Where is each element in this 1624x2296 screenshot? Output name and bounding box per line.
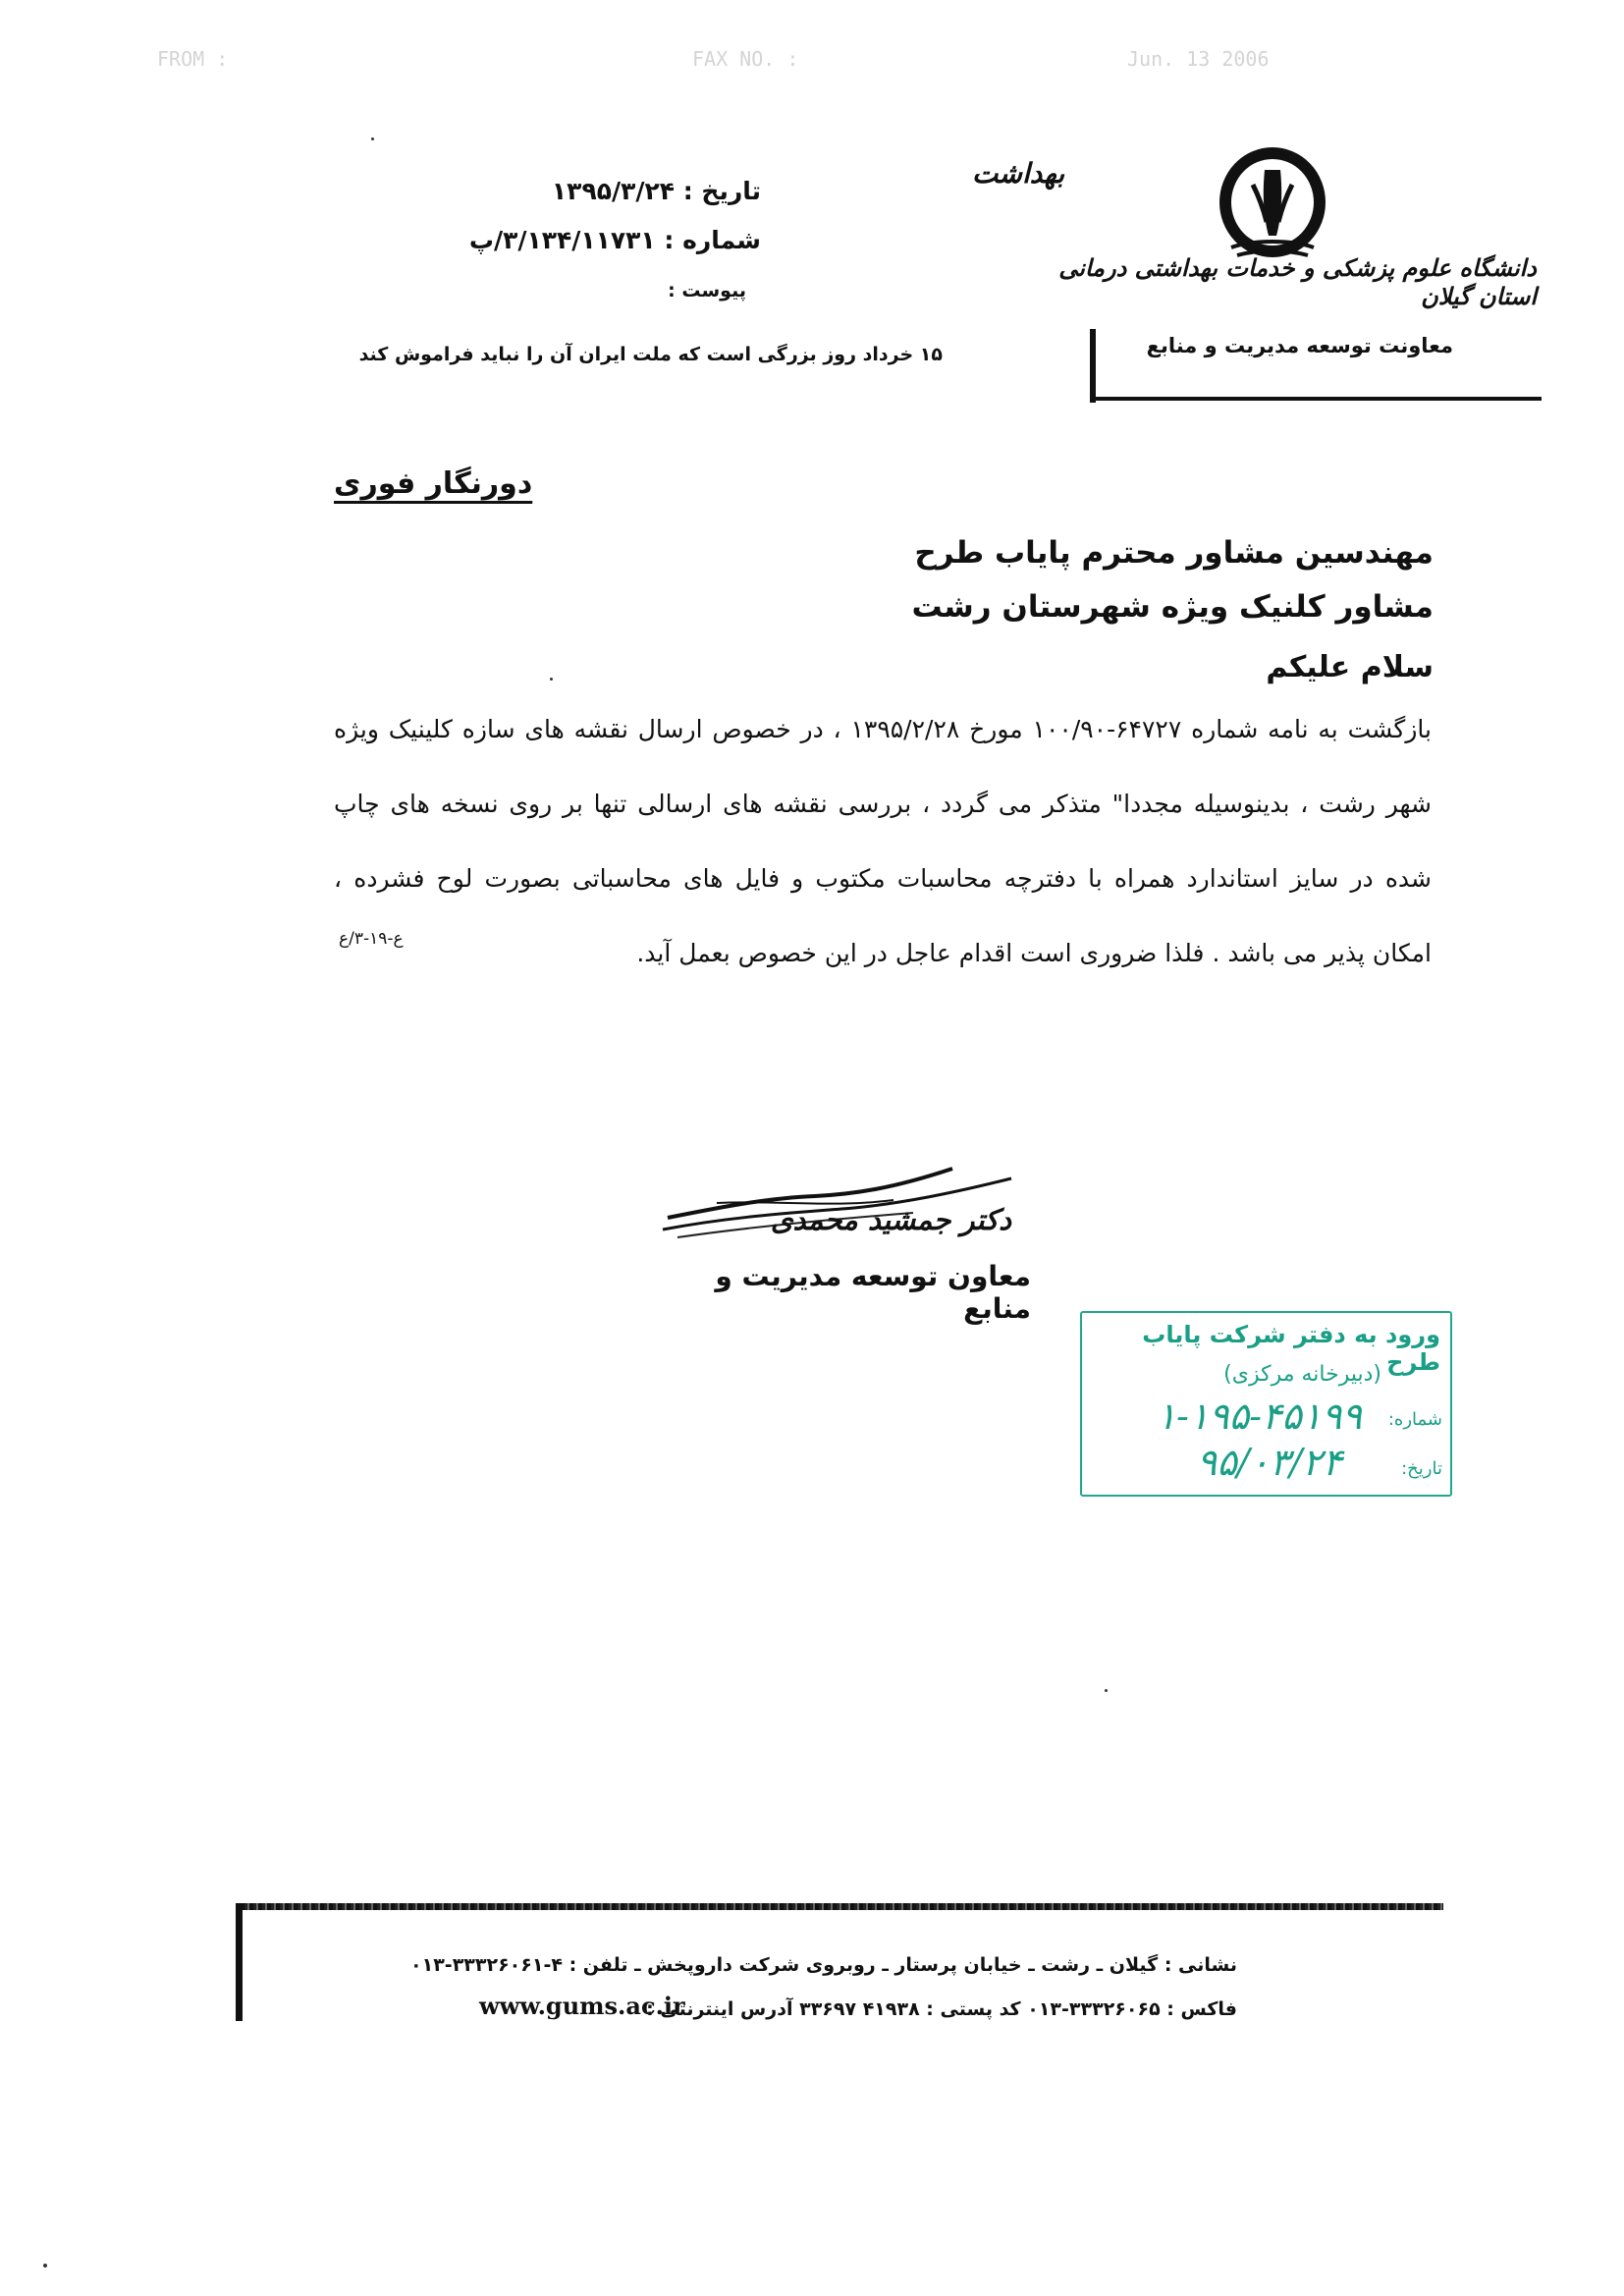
recipient-line-2: مشاور کلنیک ویژه شهرستان رشت [911,589,1434,625]
date-label: تاریخ : [682,177,761,205]
scan-speck [43,2264,47,2268]
slogan: ۱۵ خرداد روز بزرگی است که ملت ایران آن را نباید فراموش کند [358,344,943,365]
brand-word: بهداشت [972,157,1065,190]
university-name: دانشگاه علوم پزشکی و خدمات بهداشتی درمانی استان گیلان [1058,253,1537,310]
date-row [447,177,761,205]
attachment-label: پیوست : [668,280,746,301]
stamp-subtitle: (دبیرخانه مرکزی) [1223,1362,1381,1387]
scan-speck [1105,1689,1108,1692]
fax-number-label: FAX NO. : [692,47,799,71]
number-row [447,226,761,254]
received-stamp [1080,1311,1452,1497]
letterhead-frame-vertical [1090,329,1096,403]
number-label: شماره : [664,226,761,254]
reference-note: ع-۱۹-۳/ع [339,929,404,949]
fax-header [0,47,1624,77]
department-name: معاونت توسعه مدیریت و منابع [1146,334,1453,357]
footer-address: نشانی : گیلان ـ رشت ـ خیابان پرستار ـ روبروی شرکت داروپخش ـ تلفن : ۴-۳۳۳۲۶۰۶۱-۰۱۳ [410,1954,1237,1976]
signatory-title: معاون توسعه مدیریت و منابع [715,1260,1031,1325]
greeting: سلام علیکم [1266,650,1434,684]
fax-from: FROM : [157,47,229,71]
date-value: ۱۳۹۵/۳/۲۴ [551,177,675,205]
stamp-date-label: تاریخ: [1401,1458,1442,1479]
attachment-row [589,280,746,301]
stamp-title: ورود به دفتر شرکت پایاب طرح [1142,1321,1440,1376]
stamp-number-label: شماره: [1387,1409,1442,1430]
letter-body [334,692,1432,991]
footer-frame-vertical [236,1903,243,2021]
footer-fax-postal: فاکس : ۳۳۳۲۶۰۶۵-۰۱۳ کد پستی : ۴۱۹۳۸ ۳۳۶۹۷ آدرس اینترنتی : [646,1998,1237,2020]
scan-speck [371,137,374,140]
letterhead-frame-horizontal [1090,397,1542,401]
recipient-line-1: مهندسین مشاور محترم پایاب طرح [914,535,1434,571]
footer-website: www.gums.ac.ir [479,1992,685,2020]
stamp-date-value: ۹۵/۰۳/۲۴ [1196,1441,1342,1484]
scan-speck [550,678,553,681]
footer-divider [236,1903,1443,1910]
number-value: ۳/۱۳۴/۱۱۷۳۱/پ [468,226,656,254]
body-paragraph: بازگشت به نامه شماره ۶۴۷۲۷-۱۰۰/۹۰ مورخ ۱۳۹۵/۲/۲۸ ، در خصوص ارسال نقشه های سازه کلینیک ویژه شهر رشت ، بدینوسیله مجددا" متذکر می گردد ، بررسی نقشه های ارسالی تنها بر روی نسخه های چاپ شده در سایز استاندارد همراه با دفترچه محاسبات مکتوب و فایل های محاسباتی بصورت لوح فشرده ، امکان پذیر می باشد . فلذا ضروری است اقدام عاجل در این خصوص بعمل آید. [334,715,1432,967]
fax-date: Jun. 13 2006 [1127,47,1270,71]
signatory-name: دکتر جمشید محمدی [770,1203,1011,1236]
urgent-fax-title: دورنگار فوری [334,466,533,501]
stamp-number-value: ۱-۱۹۵-۴۵۱۹۹ [1156,1394,1362,1438]
